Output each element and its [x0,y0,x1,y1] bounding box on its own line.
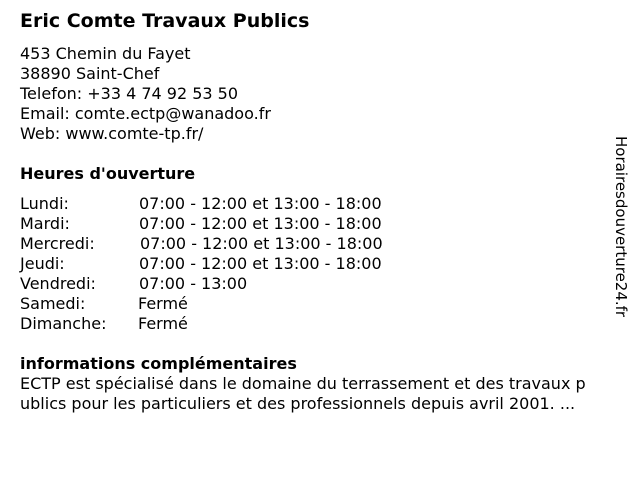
contact-block [20,44,271,144]
day-label: Samedi: [20,294,86,313]
opening-hours-heading: Heures d'ouverture [20,164,196,183]
address-city: 38890 Saint-Chef [20,64,160,83]
time-value: 07:00 - 12:00 et 13:00 - 18:00 [139,254,382,273]
address-street: 453 Chemin du Fayet [20,44,191,63]
day-label: Mercredi: [20,234,95,253]
day-label: Lundi: [20,194,69,213]
time-value: 07:00 - 13:00 [139,274,248,293]
day-label: Vendredi: [20,274,96,293]
day-label: Dimanche: [20,314,107,333]
email-address[interactable]: Email: comte.ectp@wanadoo.fr [20,104,271,123]
info-line: ublics pour les particuliers et des professionnels depuis avril 2001. ... [20,394,576,413]
additional-info-text [20,374,640,414]
time-value: 07:00 - 12:00 et 13:00 - 18:00 [140,234,383,253]
site-watermark: Horairesdouverture24.fr [612,136,630,318]
time-value: 07:00 - 12:00 et 13:00 - 18:00 [139,214,382,233]
info-line: ECTP est spécialisé dans le domaine du terrassement et des travaux p [20,374,586,393]
day-label: Mardi: [20,214,70,233]
additional-info-heading: informations complémentaires [20,354,297,373]
phone-number[interactable]: Telefon: +33 4 74 92 53 50 [20,84,239,103]
time-value: Fermé [138,314,188,333]
website-link[interactable]: Web: www.comte-tp.fr/ [20,124,204,143]
time-value: 07:00 - 12:00 et 13:00 - 18:00 [139,194,382,213]
time-value: Fermé [138,294,188,313]
day-label: Jeudi: [20,254,65,273]
company-name: Eric Comte Travaux Publics [20,10,310,32]
